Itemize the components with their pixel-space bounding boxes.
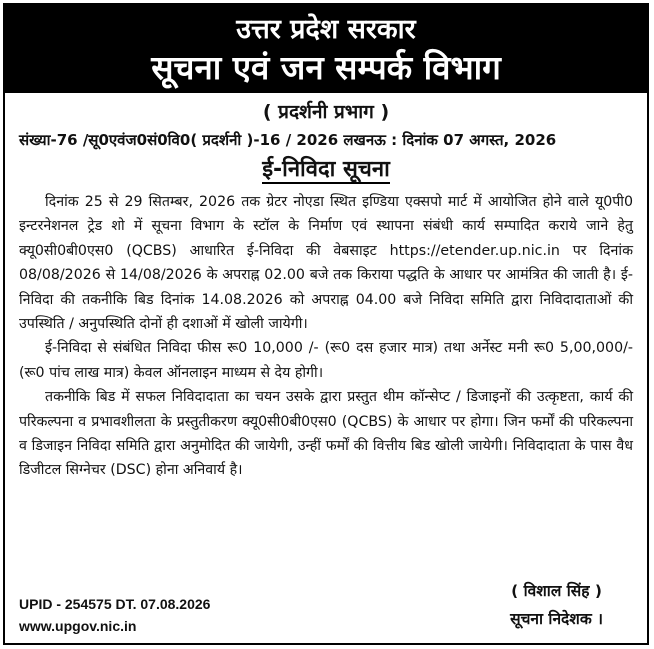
division-name: ( प्रदर्शनी प्रभाग ) bbox=[262, 101, 390, 123]
notice-body bbox=[5, 190, 647, 483]
reference-line: संख्या-76 /सू0एवंज0सं0वि0( प्रदर्शनी )-16 / 2026 लखनऊ : दिनांक 07 अगस्त, 2026 bbox=[19, 131, 557, 149]
signature-block bbox=[510, 577, 603, 633]
website-link[interactable]: www.upgov.nic.in bbox=[19, 618, 137, 634]
header-banner bbox=[5, 5, 647, 93]
upid-line: UPID - 254575 DT. 07.08.2026 bbox=[19, 596, 211, 612]
paragraph-2: ई-निविदा से संबंधित निविदा फीस रू0 10,000 /- (रू0 दस हजार मात्र) तथा अर्नेस्ट मनी रू0 5,00,000/- (रू0 पांच लाख मात्र) केवल ऑनलाइन माध्यम से देय होगी। bbox=[19, 340, 633, 381]
paragraph-3: तकनीकि बिड में सफल निविदादाता का चयन उसके द्वारा प्रस्तुत थीम कॉन्सेप्ट / डिजाइनों की उत्कृष्टता, कार्य की परिकल्पना व प्रभावशीलता के प्रस्तुतीकरण क्यू0सी0बी0एस0 (QCBS) के आधार पर होगा। जिन फर्मों की परिकल्पना व डिजाइन निविदा समिति द्वारा अनुमोदित की जायेगी, उन्हीं फर्मों की वित्तीय बिड खोली जायेगी। निविदादाता के पास वैध डिजीटल सिग्नेचर (DSC) होना अनिवार्य है। bbox=[19, 389, 633, 479]
notice-title bbox=[5, 156, 647, 184]
footer bbox=[19, 593, 210, 637]
notice-frame bbox=[3, 3, 649, 645]
paragraph-1: दिनांक 25 से 29 सितम्बर, 2026 तक ग्रेटर नोएडा स्थित इण्डिया एक्सपो मार्ट में आयोजित होने वाले यू0पी0 इन्टरनेशनल ट्रेड शो में सूचना विभाग के स्टॉल के निर्माण एवं स्थापना संबंधी कार्य सम्पादित कराये जाने हेतु क्यू0सी0बी0एस0 (QCBS) आधारित ई-निविदा की वेबसाइट https://etender.up.nic.in पर दिनांक 08/08/2026 से 14/08/2026 के अपराह्न 02.00 बजे तक किराया पद्धति के आधार पर आमंत्रित की जाती है। ई-निविदा की तकनीकि बिड दिनांक 14.08.2026 को अपराह्न 04.00 बजे निविदा समिति द्वारा निविदादाताओं की उपस्थिति / अनुपस्थिति दोनों ही दशाओं में खोली जायेगी। bbox=[19, 194, 633, 333]
department-name: सूचना एवं जन सम्पर्क विभाग bbox=[151, 48, 501, 87]
signatory-designation: सूचना निदेशक । bbox=[510, 610, 603, 628]
government-name: उत्तर प्रदेश सरकार bbox=[236, 14, 416, 45]
signatory-name: ( विशाल सिंह ) bbox=[511, 582, 602, 600]
notice-title-text: ई-निविदा सूचना bbox=[262, 157, 390, 182]
